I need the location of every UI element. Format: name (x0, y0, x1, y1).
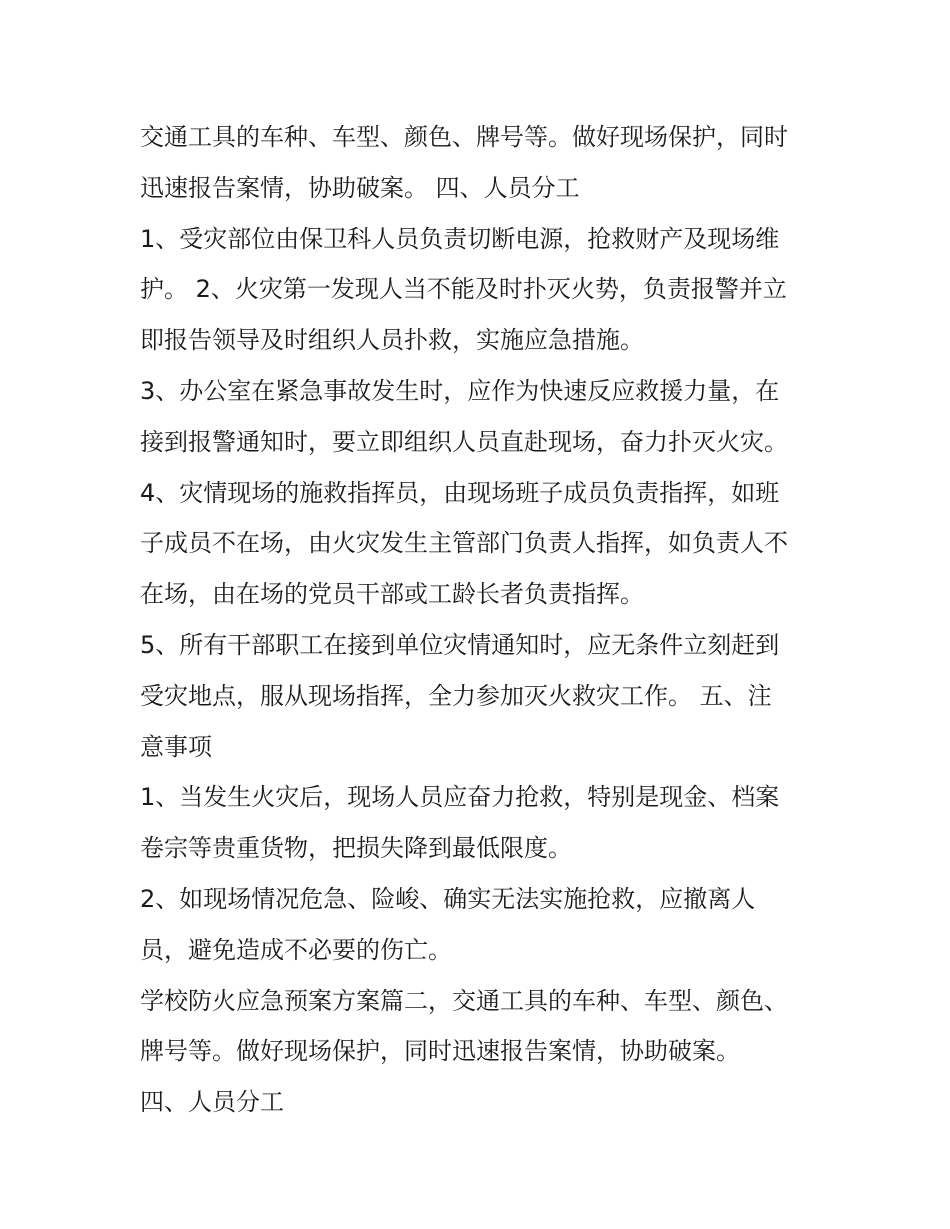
text-line: 在场，由在场的党员干部或工龄长者负责指挥。 (140, 580, 644, 609)
text-line: 意事项 (140, 732, 212, 761)
text-line: 1、受灾部位由保卫科人员负责切断电源，抢救财产及现场维 (140, 224, 780, 253)
text-line: 5、所有干部职工在接到单位灾情通知时，应无条件立刻赶到 (140, 630, 780, 659)
text-line: 1、当发生火灾后，现场人员应奋力抢救，特别是现金、档案 (140, 783, 780, 812)
text-line: 迅速报告案情，协助破案。 四、人员分工 (140, 173, 580, 202)
text-line: 子成员不在场，由火灾发生主管部门负责人指挥，如负责人不 (140, 529, 788, 558)
document-body (140, 112, 820, 1128)
text-line: 4、灾情现场的施救指挥员，由现场班子成员负责指挥，如班 (140, 478, 780, 507)
text-line: 接到报警通知时，要立即组织人员直赴现场，奋力扑灭火灾。 (140, 427, 788, 456)
text-line: 护。 2、火灾第一发现人当不能及时扑灭火势，负责报警并立 (140, 275, 787, 304)
text-line: 员，避免造成不必要的伤亡。 (140, 935, 452, 964)
text-line: 2、如现场情况危急、险峻、确实无法实施抢救，应撤离人 (140, 884, 756, 913)
text-line: 交通工具的车种、车型、颜色、牌号等。做好现场保护，同时 (140, 123, 788, 151)
text-line: 牌号等。做好现场保护，同时迅速报告案情，协助破案。 (140, 1037, 740, 1066)
text-line: 学校防火应急预案方案篇二，交通工具的车种、车型、颜色、 (140, 986, 788, 1015)
text-line: 受灾地点，服从现场指挥，全力参加灭火救灾工作。 五、注 (140, 681, 772, 710)
text-line: 卷宗等贵重货物，把损失降到最低限度。 (140, 834, 572, 863)
text-line: 3、办公室在紧急事故发生时，应作为快速反应救援力量，在 (140, 376, 780, 405)
text-line: 四、人员分工 (140, 1088, 284, 1117)
text-line: 即报告领导及时组织人员扑救，实施应急措施。 (140, 326, 644, 355)
